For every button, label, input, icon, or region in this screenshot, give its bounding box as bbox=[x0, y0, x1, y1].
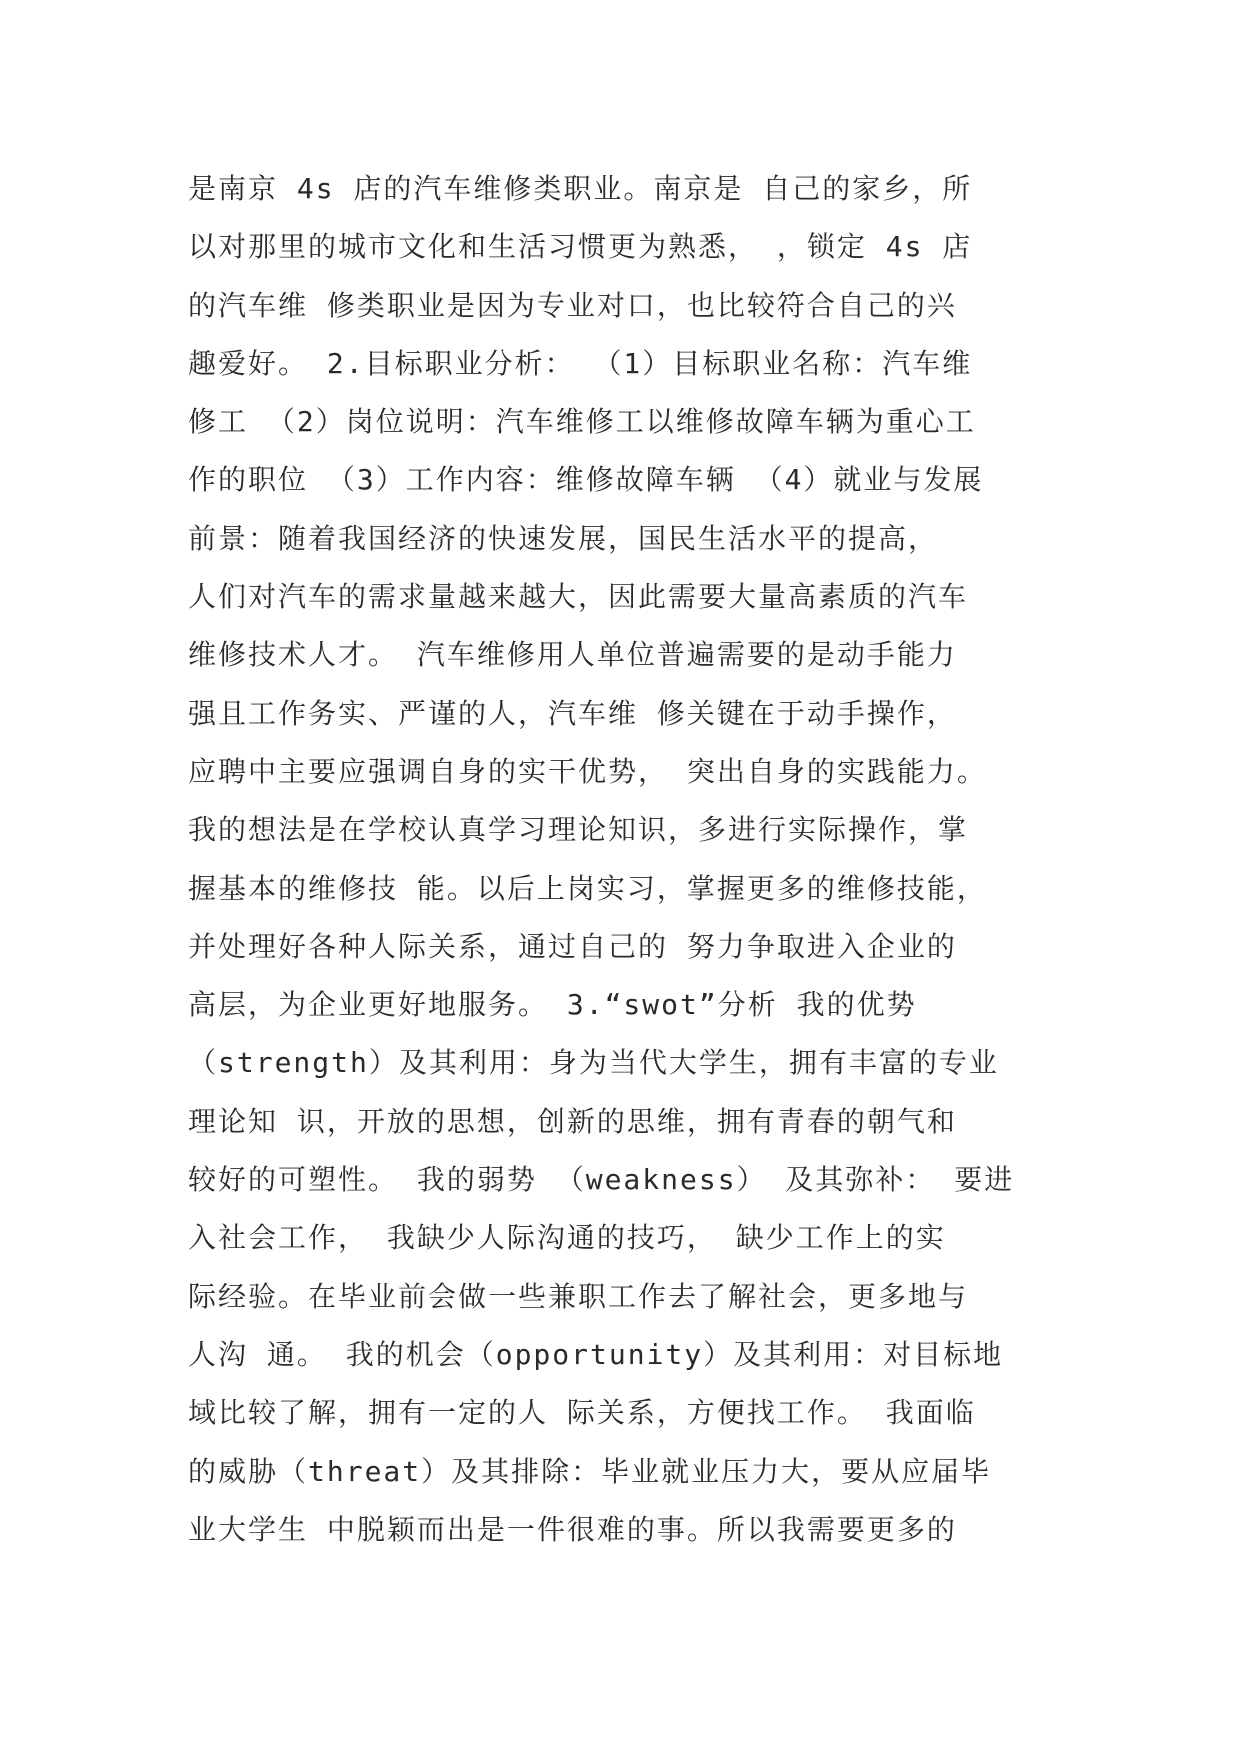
text-line: 我的想法是在学校认真学习理论知识，多进行实际操作，掌 bbox=[188, 813, 969, 847]
text-line: 人沟 通。 我的机会（opportunity）及其利用：对目标地 bbox=[188, 1337, 1004, 1371]
text-line: 理论知 识，开放的思想，创新的思维，拥有青春的朝气和 bbox=[188, 1104, 957, 1138]
text-line: 强且工作务实、严谨的人，汽车维 修关键在于动手操作， bbox=[188, 696, 957, 730]
text-line: 较好的可塑性。 我的弱势 （weakness） 及其弥补： 要进 bbox=[188, 1163, 1015, 1197]
text-line: 以对那里的城市文化和生活习惯更为熟悉， ，锁定 4s 店 bbox=[188, 230, 973, 264]
text-line: 入社会工作， 我缺少人际沟通的技巧， 缺少工作上的实 bbox=[188, 1221, 946, 1255]
text-line: 人们对汽车的需求量越来越大，因此需要大量高素质的汽车 bbox=[188, 580, 969, 614]
text-line: 作的职位 （3）工作内容：维修故障车辆 （4）就业与发展 bbox=[188, 463, 984, 497]
text-line: 域比较了解，拥有一定的人 际关系，方便找工作。 我面临 bbox=[188, 1396, 976, 1430]
text-line: 趣爱好。 2.目标职业分析： （1）目标职业名称：汽车维 bbox=[188, 346, 973, 380]
text-line: 握基本的维修技 能。以后上岗实习，掌握更多的维修技能， bbox=[188, 871, 987, 905]
text-line: 业大学生 中脱颖而出是一件很难的事。所以我需要更多的 bbox=[188, 1512, 957, 1546]
text-line: 是南京 4s 店的汽车维修类职业。南京是 自己的家乡，所 bbox=[188, 172, 973, 205]
text-line: 际经验。在毕业前会做一些兼职工作去了解社会，更多地与 bbox=[188, 1279, 969, 1313]
text-line: 高层，为企业更好地服务。 3.“swot”分析 我的优势 bbox=[188, 988, 917, 1022]
text-line: 修工 （2）岗位说明：汽车维修工以维修故障车辆为重心工 bbox=[188, 405, 976, 439]
text-line: 应聘中主要应强调自身的实干优势， 突出自身的实践能力。 bbox=[188, 754, 987, 788]
text-line: 前景：随着我国经济的快速发展，国民生活水平的提高， bbox=[188, 521, 939, 555]
text-line: 的汽车维 修类职业是因为专业对口，也比较符合自己的兴 bbox=[188, 288, 957, 322]
text-line: 维修技术人才。 汽车维修用人单位普遍需要的是动手能力 bbox=[188, 638, 957, 672]
text-line: （strength）及其利用：身为当代大学生，拥有丰富的专业 bbox=[188, 1046, 999, 1080]
text-line: 的威胁（threat）及其排除：毕业就业压力大，要从应届毕 bbox=[188, 1454, 992, 1488]
body-text bbox=[188, 160, 1088, 1559]
text-line: 并处理好各种人际关系，通过自己的 努力争取进入企业的 bbox=[188, 929, 957, 963]
